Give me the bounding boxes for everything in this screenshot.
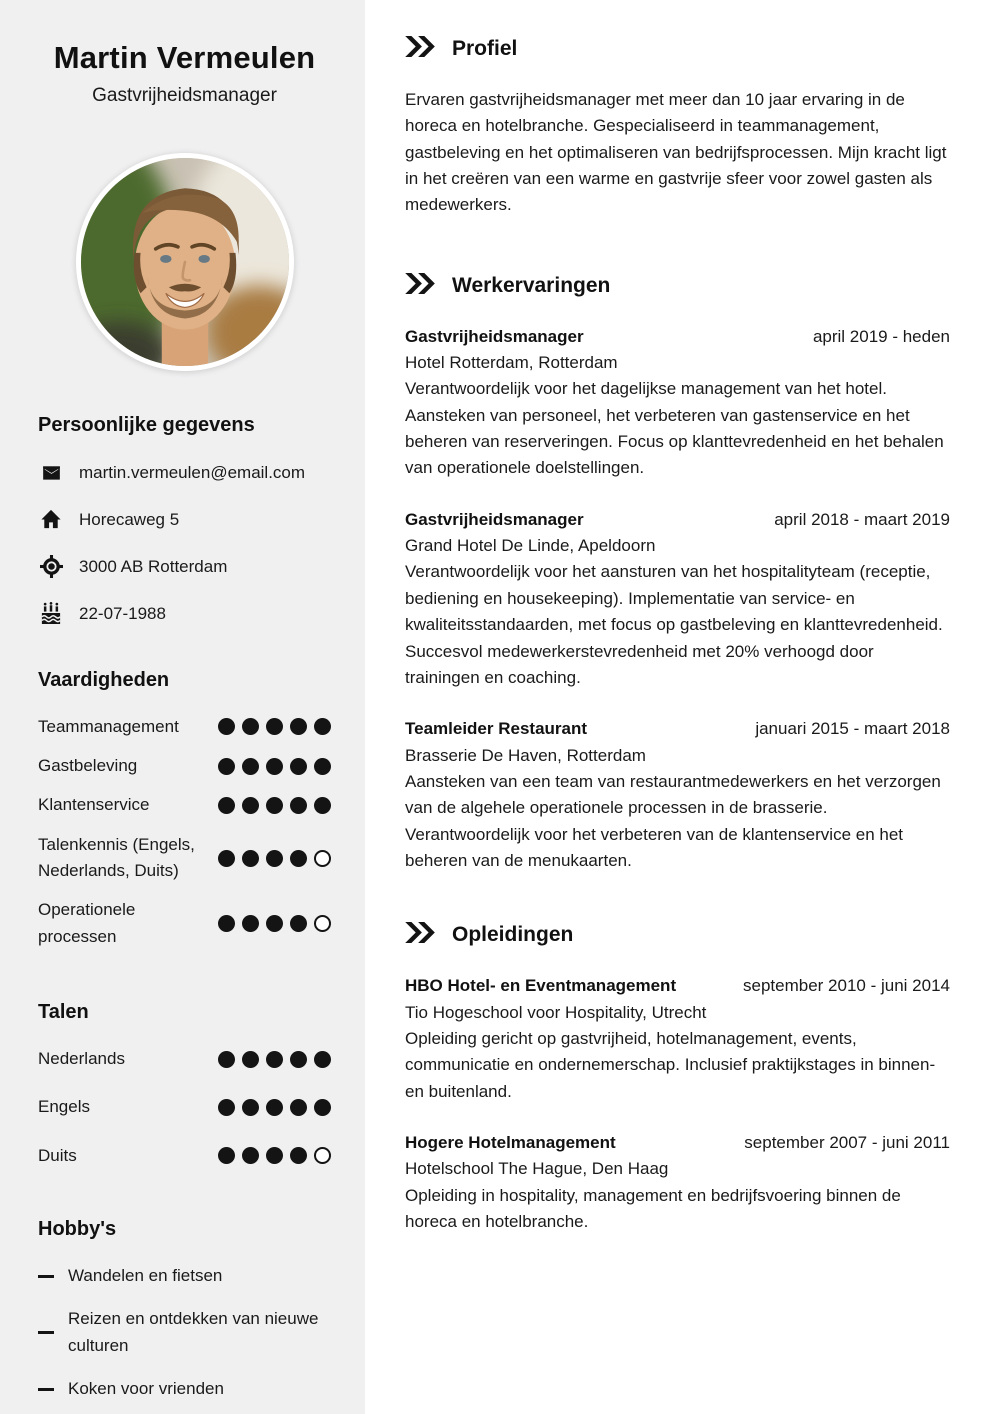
dash-bullet [38, 1275, 54, 1278]
education-organization: Tio Hogeschool voor Hospitality, Utrecht [405, 1002, 707, 1022]
rating-dot-filled [242, 758, 259, 775]
rating-dot-filled [290, 915, 307, 932]
rating-dot-filled [218, 758, 235, 775]
personal-details-section [38, 413, 331, 626]
rating-dot-filled [290, 1147, 307, 1164]
rating-dot-filled [266, 915, 283, 932]
skill-rating-dots [218, 797, 331, 814]
language-row [38, 1143, 331, 1169]
experience-organization: Grand Hotel De Linde, Apeldoorn [405, 536, 656, 556]
language-rating-dots [218, 1147, 331, 1164]
skill-label: Talenkennis (Engels, Nederlands, Duits) [38, 834, 195, 881]
education-period: september 2007 - juni 2011 [744, 1132, 950, 1152]
language-label: Engels [38, 1097, 90, 1117]
dash-bullet [38, 1331, 54, 1334]
education-degree: Hogere Hotelmanagement [405, 1132, 616, 1152]
rating-dot-empty [314, 850, 331, 867]
rating-dot-empty [314, 915, 331, 932]
contact-item-city [38, 555, 331, 579]
rating-dot-filled [242, 1051, 259, 1068]
rating-dot-filled [266, 758, 283, 775]
rating-dot-filled [266, 797, 283, 814]
dash-bullet [38, 1388, 54, 1391]
rating-dot-filled [266, 1051, 283, 1068]
rating-dot-filled [266, 1147, 283, 1164]
rating-dot-filled [314, 797, 331, 814]
skill-label: Klantenservice [38, 795, 150, 815]
rating-dot-filled [218, 1051, 235, 1068]
hobby-label: Wandelen en fietsen [68, 1266, 223, 1286]
languages-section [38, 1000, 331, 1169]
skills-heading: Vaardigheden [38, 668, 170, 691]
contact-item-text: 22-07-1988 [79, 603, 166, 623]
experience-role: Gastvrijheidsmanager [405, 509, 584, 529]
contact-item-birthdate [38, 602, 331, 626]
experience-role: Teamleider Restaurant [405, 719, 588, 739]
experience-entry [405, 716, 950, 874]
skill-rating-dots [218, 850, 331, 867]
rating-dot-filled [242, 797, 259, 814]
language-rating-dots [218, 1099, 331, 1116]
rating-dot-empty [314, 1147, 331, 1164]
hobby-item [38, 1306, 331, 1359]
rating-dot-filled [266, 1099, 283, 1116]
contact-item-email [38, 461, 331, 485]
skill-row [38, 753, 331, 779]
education-section-header [405, 922, 950, 948]
rating-dot-filled [242, 1099, 259, 1116]
rating-dot-filled [218, 718, 235, 735]
hobby-item [38, 1376, 331, 1402]
rating-dot-filled [290, 797, 307, 814]
education-heading: Opleidingen [452, 923, 574, 947]
experience-organization: Brasserie De Haven, Rotterdam [405, 745, 646, 765]
skill-label: Gastbeleving [38, 755, 138, 775]
rating-dot-filled [314, 1099, 331, 1116]
rating-dot-filled [218, 1099, 235, 1116]
double-chevron-icon [405, 273, 436, 299]
experience-list [405, 324, 950, 875]
contact-list [38, 461, 331, 626]
double-chevron-icon [405, 36, 436, 62]
home-icon [38, 508, 64, 532]
rating-dot-filled [242, 1147, 259, 1164]
rating-dot-filled [290, 850, 307, 867]
experience-section [405, 273, 950, 875]
skills-section [38, 668, 331, 950]
hobby-item [38, 1263, 331, 1289]
main-content [365, 0, 1000, 1414]
experience-description: Aansteken van een team van restaurantmedewerkers en het verzorgen van de algehele operationele processen in de brasserie. Verantwoordelijk voor het verbeteren van de klantenservice en het beheren van de menukaarten. [405, 771, 941, 870]
rating-dot-filled [242, 915, 259, 932]
rating-dot-filled [266, 718, 283, 735]
rating-dot-filled [290, 1099, 307, 1116]
language-label: Duits [38, 1145, 77, 1165]
education-section [405, 922, 950, 1235]
language-row [38, 1094, 331, 1120]
hobby-label: Reizen en ontdekken van nieuwe culturen [68, 1309, 319, 1355]
experience-description: Verantwoordelijk voor het aansturen van het hospitalityteam (receptie, bediening en housekeeping). Implementatie van service- en kwaliteitsstandaarden, met focus op gastbeleving en klanttevredenheid. Succesvol medewerkerstevredenheid met 20% verhoogd door trainingen en coaching. [405, 562, 943, 687]
experience-entry [405, 324, 950, 482]
rating-dot-filled [314, 1051, 331, 1068]
skill-row [38, 897, 331, 950]
skill-rating-dots [218, 718, 331, 735]
skill-rating-dots [218, 758, 331, 775]
experience-period: januari 2015 - maart 2018 [755, 719, 950, 739]
education-list [405, 973, 950, 1235]
education-entry [405, 1130, 950, 1235]
hobbies-heading: Hobby's [38, 1218, 117, 1241]
education-degree: HBO Hotel- en Eventmanagement [405, 976, 677, 996]
location-crosshair-icon [38, 555, 64, 579]
experience-heading: Werkervaringen [452, 273, 611, 297]
birthday-cake-icon [38, 602, 64, 626]
contact-item-text: martin.vermeulen@email.com [79, 462, 306, 482]
language-label: Nederlands [38, 1049, 125, 1069]
profile-heading: Profiel [452, 37, 518, 60]
hobbies-list [38, 1263, 331, 1402]
skill-row [38, 792, 331, 818]
experience-entry-header [405, 507, 950, 533]
skill-rating-dots [218, 915, 331, 932]
language-rating-dots [218, 1051, 331, 1068]
contact-item-address [38, 508, 331, 532]
education-entry-header [405, 1130, 950, 1156]
profile-text: Ervaren gastvrijheidsmanager met meer dan 10 jaar ervaring in de horeca en hotelbranche. Gespecialiseerd in teammanagement, gastbeleving en het optimaliseren van bedrijfsprocessen. Mijn kracht ligt in het creëren van een warme en gastvrije sfeer voor zowel gasten als medewerkers. [405, 90, 947, 215]
languages-list [38, 1046, 331, 1169]
rating-dot-filled [314, 718, 331, 735]
rating-dot-filled [314, 758, 331, 775]
portrait-illustration [81, 158, 289, 366]
education-description: Opleiding gericht op gastvrijheid, hotelmanagement, events, communicatie en ondernemerschap. Inclusief praktijkstages in binnen- en buitenland. [405, 1028, 936, 1101]
rating-dot-filled [290, 1051, 307, 1068]
experience-entry-header [405, 716, 950, 742]
hobby-label: Koken voor vrienden [68, 1379, 224, 1399]
rating-dot-filled [290, 718, 307, 735]
rating-dot-filled [218, 850, 235, 867]
experience-period: april 2018 - maart 2019 [774, 509, 950, 529]
person-name: Martin Vermeulen [53, 40, 316, 75]
skill-label: Operationele processen [38, 900, 136, 946]
education-organization: Hotelschool The Hague, Den Haag [405, 1159, 669, 1179]
skill-row [38, 714, 331, 740]
profile-section [405, 36, 950, 219]
contact-item-text: Horecaweg 5 [79, 509, 180, 529]
rating-dot-filled [242, 850, 259, 867]
personal-details-heading: Persoonlijke gegevens [38, 413, 255, 436]
skill-row [38, 832, 331, 885]
contact-item-text: 3000 AB Rotterdam [79, 556, 228, 576]
experience-period: april 2019 - heden [812, 326, 950, 346]
sidebar [0, 0, 365, 1414]
experience-description: Verantwoordelijk voor het dagelijkse management van het hotel. Aansteken van personeel, het verbeteren van gastenservice en het beheren van reserveringen. Focus op klanttevredenheid en het behalen van operationele doelstellingen. [405, 379, 944, 478]
education-period: september 2010 - juni 2014 [743, 976, 950, 996]
double-chevron-icon [405, 922, 436, 948]
profile-section-header [405, 36, 950, 62]
language-row [38, 1046, 331, 1072]
rating-dot-filled [218, 797, 235, 814]
experience-entry [405, 507, 950, 691]
education-description: Opleiding in hospitality, management en bedrijfsvoering binnen de horeca en hotelbranche. [405, 1185, 901, 1231]
profile-photo [76, 153, 294, 371]
education-entry [405, 973, 950, 1105]
person-job-title: Gastvrijheidsmanager [92, 84, 277, 106]
email-icon [38, 461, 64, 485]
skills-list [38, 714, 331, 950]
rating-dot-filled [242, 718, 259, 735]
rating-dot-filled [218, 1147, 235, 1164]
experience-organization: Hotel Rotterdam, Rotterdam [405, 353, 618, 373]
hobbies-section [38, 1217, 331, 1402]
experience-entry-header [405, 324, 950, 350]
experience-role: Gastvrijheidsmanager [405, 326, 584, 346]
experience-section-header [405, 273, 950, 299]
rating-dot-filled [218, 915, 235, 932]
skill-label: Teammanagement [38, 716, 179, 736]
rating-dot-filled [266, 850, 283, 867]
education-entry-header [405, 973, 950, 999]
rating-dot-filled [290, 758, 307, 775]
languages-heading: Talen [38, 1001, 89, 1024]
